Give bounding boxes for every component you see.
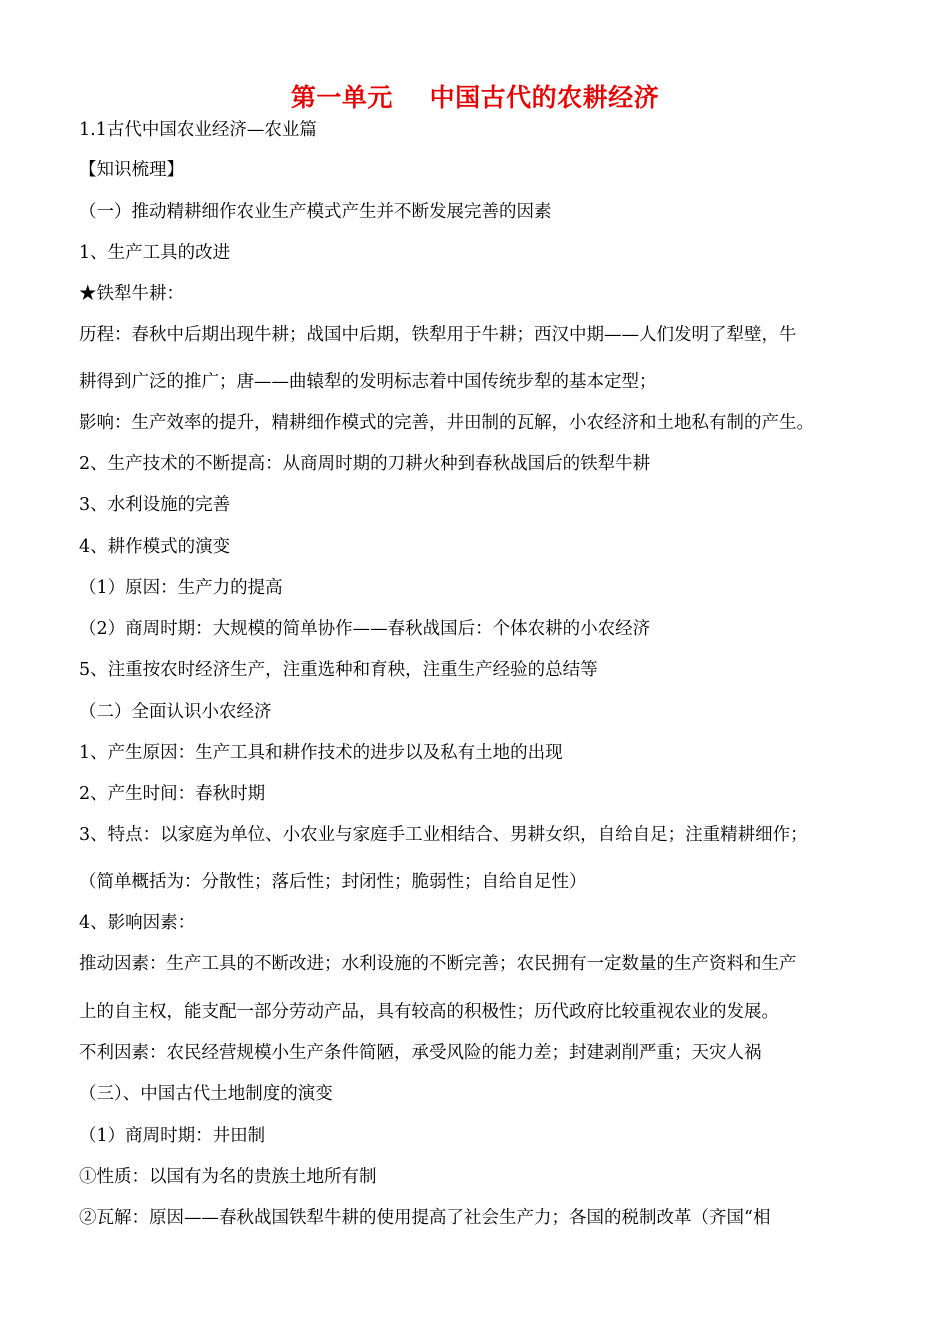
text-line: ②瓦解：原因——春秋战国铁犁牛耕的使用提高了社会生产力；各国的税制改革（齐国“相 xyxy=(79,1208,771,1228)
text-line: （简单概括为：分散性；落后性；封闭性；脆弱性；自给自足性） xyxy=(79,872,587,892)
text-line: 1.1古代中国农业经济—农业篇 xyxy=(79,120,317,140)
text-line: 上的自主权，能支配一部分劳动产品，具有较高的积极性；历代政府比较重视农业的发展。 xyxy=(79,1002,779,1022)
text-line: 4、耕作模式的演变 xyxy=(79,537,231,557)
text-line: （1）商周时期：井田制 xyxy=(79,1126,266,1146)
text-line: 不利因素：农民经营规模小生产条件简陋，承受风险的能力差；封建剥削严重；天灾人祸 xyxy=(79,1043,762,1063)
text-line: ①性质：以国有为名的贵族土地所有制 xyxy=(79,1167,377,1187)
text-line: （2）商周时期：大规模的简单协作——春秋战国后：个体农耕的小农经济 xyxy=(79,619,651,639)
text-line: 2、产生时间：春秋时期 xyxy=(79,784,266,804)
text-line: 影响：生产效率的提升，精耕细作模式的完善，井田制的瓦解，小农经济和土地私有制的产生。 xyxy=(79,413,814,433)
text-line: 3、水利设施的完善 xyxy=(79,495,231,515)
text-line: （1）原因：生产力的提高 xyxy=(79,578,283,598)
text-line: 【知识梳理】 xyxy=(79,160,184,180)
text-line: 推动因素：生产工具的不断改进；水利设施的不断完善；农民拥有一定数量的生产资料和生产 xyxy=(79,954,797,974)
text-line: （三）、中国古代土地制度的演变 xyxy=(79,1084,333,1104)
text-line: ★铁犁牛耕： xyxy=(79,284,184,304)
text-line: （二）全面认识小农经济 xyxy=(79,702,272,722)
text-line: 耕得到广泛的推广；唐——曲辕犁的发明标志着中国传统步犁的基本定型； xyxy=(79,372,657,392)
text-line: 3、特点：以家庭为单位、小农业与家庭手工业相结合、男耕女织，自给自足；注重精耕细作； xyxy=(79,825,808,845)
text-line: 5、注重按农时经济生产，注重选种和育秧，注重生产经验的总结等 xyxy=(79,660,598,680)
text-line: 1、产生原因：生产工具和耕作技术的进步以及私有土地的出现 xyxy=(79,743,563,763)
page-title: 第一单元 中国古代的农耕经济 xyxy=(290,83,660,112)
text-line: （一）推动精耕细作农业生产模式产生并不断发展完善的因素 xyxy=(79,202,552,222)
text-line: 2、生产技术的不断提高：从商周时期的刀耕火种到春秋战国后的铁犁牛耕 xyxy=(79,454,651,474)
text-line: 历程：春秋中后期出现牛耕；战国中后期，铁犁用于牛耕；西汉中期——人们发明了犁壁，牛 xyxy=(79,325,797,345)
text-line: 4、影响因素： xyxy=(79,913,196,933)
text-line: 1、生产工具的改进 xyxy=(79,243,231,263)
